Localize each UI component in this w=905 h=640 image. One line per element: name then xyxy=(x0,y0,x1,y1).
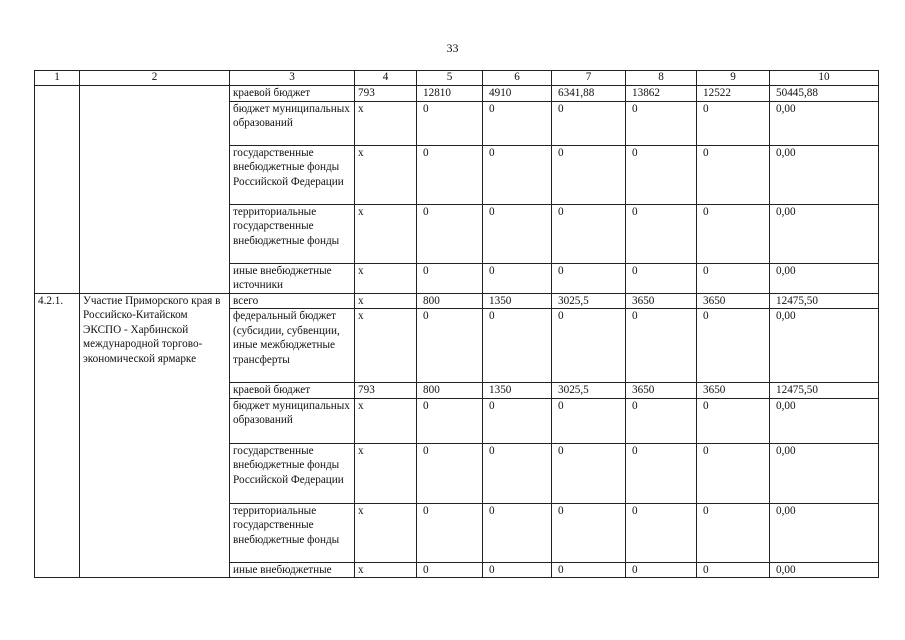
header-cell: 5 xyxy=(417,71,483,86)
value-cell: х xyxy=(355,443,417,503)
value-cell: 0,00 xyxy=(770,443,879,503)
value-cell: 3650 xyxy=(626,293,697,309)
value-cell: 0,00 xyxy=(770,204,879,263)
value-cell: 0 xyxy=(552,562,626,578)
value-cell: 12475,50 xyxy=(770,383,879,399)
header-cell: 6 xyxy=(483,71,552,86)
value-cell: 0,00 xyxy=(770,263,879,293)
value-cell: 0 xyxy=(552,263,626,293)
value-cell: 0 xyxy=(552,503,626,562)
table-row xyxy=(35,86,879,102)
value-cell: 0 xyxy=(697,503,770,562)
value-cell: 3025,5 xyxy=(552,383,626,399)
value-cell: 0 xyxy=(483,503,552,562)
value-cell: 0 xyxy=(483,398,552,443)
activity-name-cell: Участие Приморского края в Российско-Китайском ЭКСПО - Харбинской международной торгово-экономической ярмарке xyxy=(80,293,230,578)
value-cell: 0 xyxy=(697,145,770,204)
value-cell: 0 xyxy=(417,562,483,578)
value-cell: 3650 xyxy=(626,383,697,399)
value-cell: 0 xyxy=(626,263,697,293)
value-cell: 0 xyxy=(417,443,483,503)
value-cell: 0,00 xyxy=(770,309,879,383)
value-cell: 793 xyxy=(355,383,417,399)
funding-source-cell: иные внебюджетные xyxy=(230,562,355,578)
value-cell: х xyxy=(355,204,417,263)
value-cell: 0 xyxy=(417,101,483,145)
value-cell: 0 xyxy=(626,503,697,562)
value-cell: 0 xyxy=(417,204,483,263)
value-cell: 3650 xyxy=(697,293,770,309)
funding-source-cell: территориальные государственные внебюджетные фонды xyxy=(230,204,355,263)
activity-name-cell xyxy=(80,86,230,294)
value-cell: 1350 xyxy=(483,293,552,309)
value-cell: 0 xyxy=(483,443,552,503)
value-cell: 0 xyxy=(483,263,552,293)
value-cell: х xyxy=(355,101,417,145)
value-cell: 6341,88 xyxy=(552,86,626,102)
header-cell: 2 xyxy=(80,71,230,86)
value-cell: 0 xyxy=(483,204,552,263)
row-number-cell: 4.2.1. xyxy=(35,293,80,578)
value-cell: 3025,5 xyxy=(552,293,626,309)
value-cell: 0 xyxy=(626,145,697,204)
value-cell: 0 xyxy=(697,263,770,293)
value-cell: 0 xyxy=(697,204,770,263)
value-cell: 0 xyxy=(417,398,483,443)
header-cell: 8 xyxy=(626,71,697,86)
table-row xyxy=(35,293,879,309)
value-cell: х xyxy=(355,398,417,443)
value-cell: 0 xyxy=(626,309,697,383)
funding-source-cell: краевой бюджет xyxy=(230,86,355,102)
funding-source-cell: государственные внебюджетные фонды Российской Федерации xyxy=(230,145,355,204)
value-cell: 0 xyxy=(483,309,552,383)
value-cell: 0 xyxy=(417,263,483,293)
value-cell: 0 xyxy=(552,101,626,145)
header-cell: 9 xyxy=(697,71,770,86)
value-cell: х xyxy=(355,562,417,578)
value-cell: 0 xyxy=(552,145,626,204)
header-cell: 4 xyxy=(355,71,417,86)
value-cell: 0 xyxy=(697,309,770,383)
value-cell: 0,00 xyxy=(770,503,879,562)
value-cell: 0 xyxy=(697,101,770,145)
value-cell: 0 xyxy=(626,398,697,443)
funding-source-cell: бюджет муниципальных образований xyxy=(230,398,355,443)
value-cell: 0 xyxy=(417,503,483,562)
value-cell: 0 xyxy=(552,398,626,443)
value-cell: 800 xyxy=(417,383,483,399)
value-cell: 1350 xyxy=(483,383,552,399)
value-cell: 0 xyxy=(626,204,697,263)
row-number-cell xyxy=(35,86,80,294)
value-cell: х xyxy=(355,503,417,562)
value-cell: 0 xyxy=(483,145,552,204)
value-cell: 0,00 xyxy=(770,562,879,578)
funding-source-cell: иные внебюджетные источники xyxy=(230,263,355,293)
value-cell: 0,00 xyxy=(770,101,879,145)
value-cell: 0 xyxy=(697,443,770,503)
value-cell: 800 xyxy=(417,293,483,309)
value-cell: 793 xyxy=(355,86,417,102)
value-cell: 0 xyxy=(626,443,697,503)
value-cell: х xyxy=(355,293,417,309)
value-cell: х xyxy=(355,145,417,204)
value-cell: 0 xyxy=(417,145,483,204)
budget-table xyxy=(34,70,879,578)
funding-source-cell: краевой бюджет xyxy=(230,383,355,399)
value-cell: 0 xyxy=(483,562,552,578)
value-cell: 0 xyxy=(626,101,697,145)
value-cell: 0 xyxy=(552,309,626,383)
funding-source-cell: территориальные государственные внебюджетные фонды xyxy=(230,503,355,562)
header-cell: 10 xyxy=(770,71,879,86)
value-cell: 0 xyxy=(552,443,626,503)
value-cell: 50445,88 xyxy=(770,86,879,102)
value-cell: 0,00 xyxy=(770,145,879,204)
value-cell: 4910 xyxy=(483,86,552,102)
value-cell: 0,00 xyxy=(770,398,879,443)
value-cell: х xyxy=(355,263,417,293)
value-cell: 0 xyxy=(626,562,697,578)
header-cell: 7 xyxy=(552,71,626,86)
value-cell: 0 xyxy=(483,101,552,145)
table-header-row xyxy=(35,71,879,86)
value-cell: 13862 xyxy=(626,86,697,102)
header-cell: 3 xyxy=(230,71,355,86)
funding-source-cell: государственные внебюджетные фонды Российской Федерации xyxy=(230,443,355,503)
funding-source-cell: бюджет муниципальных образований xyxy=(230,101,355,145)
funding-source-cell: федеральный бюджет (субсидии, субвенции, иные межбюджетные трансферты xyxy=(230,309,355,383)
page-number: 33 xyxy=(446,41,459,55)
header-cell: 1 xyxy=(35,71,80,86)
value-cell: 3650 xyxy=(697,383,770,399)
value-cell: 12522 xyxy=(697,86,770,102)
value-cell: 0 xyxy=(417,309,483,383)
value-cell: 12475,50 xyxy=(770,293,879,309)
value-cell: 0 xyxy=(697,562,770,578)
value-cell: 0 xyxy=(552,204,626,263)
value-cell: х xyxy=(355,309,417,383)
funding-source-cell: всего xyxy=(230,293,355,309)
value-cell: 0 xyxy=(697,398,770,443)
value-cell: 12810 xyxy=(417,86,483,102)
